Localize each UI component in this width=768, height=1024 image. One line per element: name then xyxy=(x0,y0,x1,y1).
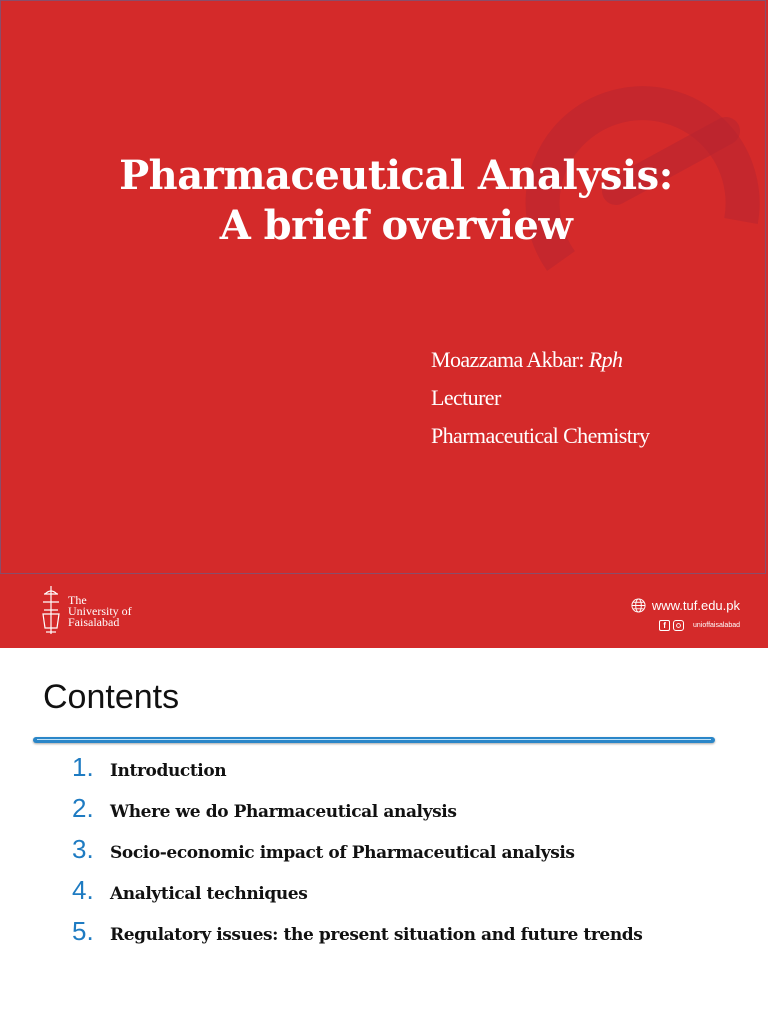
logo-line-1: The xyxy=(68,592,87,607)
slide-title-line-1: Pharmaceutical Analysis: xyxy=(119,152,673,199)
university-name xyxy=(68,592,132,629)
logo-line-3: Faisalabad xyxy=(68,614,120,629)
university-crest-icon xyxy=(40,584,62,638)
presenter-role: Lecturer xyxy=(431,385,501,410)
list-item xyxy=(72,752,642,793)
presenter-info xyxy=(431,341,649,455)
social-handles[interactable] xyxy=(659,620,740,631)
list-item xyxy=(72,875,642,916)
university-logo xyxy=(40,584,132,638)
globe-icon xyxy=(631,598,646,613)
list-item xyxy=(72,916,642,957)
item-number: 5. xyxy=(72,916,94,946)
website-url: www.tuf.edu.pk xyxy=(651,598,740,613)
social-handle: unioffaisalabad xyxy=(693,622,740,629)
slide-title xyxy=(1,151,768,251)
footer-bar xyxy=(0,576,768,648)
list-item xyxy=(72,793,642,834)
title-divider xyxy=(33,737,715,743)
item-text: Analytical techniques xyxy=(110,884,308,904)
facebook-icon: f xyxy=(659,620,670,631)
presenter-department: Pharmaceutical Chemistry xyxy=(431,423,650,448)
item-number: 1. xyxy=(72,752,94,782)
item-number: 3. xyxy=(72,834,94,864)
item-number: 2. xyxy=(72,793,94,823)
presenter-name-line xyxy=(431,341,649,379)
presenter-name: Moazzama Akbar: xyxy=(431,347,589,372)
item-text: Where we do Pharmaceutical analysis xyxy=(110,802,457,822)
item-text: Regulatory issues: the present situation and future trends xyxy=(110,925,643,945)
slide-title-line-2: A brief overview xyxy=(219,202,573,249)
presenter-credential: Rph xyxy=(588,347,623,372)
item-number: 4. xyxy=(72,875,94,905)
logo-line-2: University of xyxy=(68,603,132,618)
instagram-icon xyxy=(673,620,684,631)
contents-list xyxy=(72,752,642,957)
item-text: Introduction xyxy=(110,761,227,781)
item-text: Socio-economic impact of Pharmaceutical analysis xyxy=(110,843,575,863)
website-link[interactable] xyxy=(631,598,740,613)
contents-title: Contents xyxy=(43,678,180,716)
list-item xyxy=(72,834,642,875)
